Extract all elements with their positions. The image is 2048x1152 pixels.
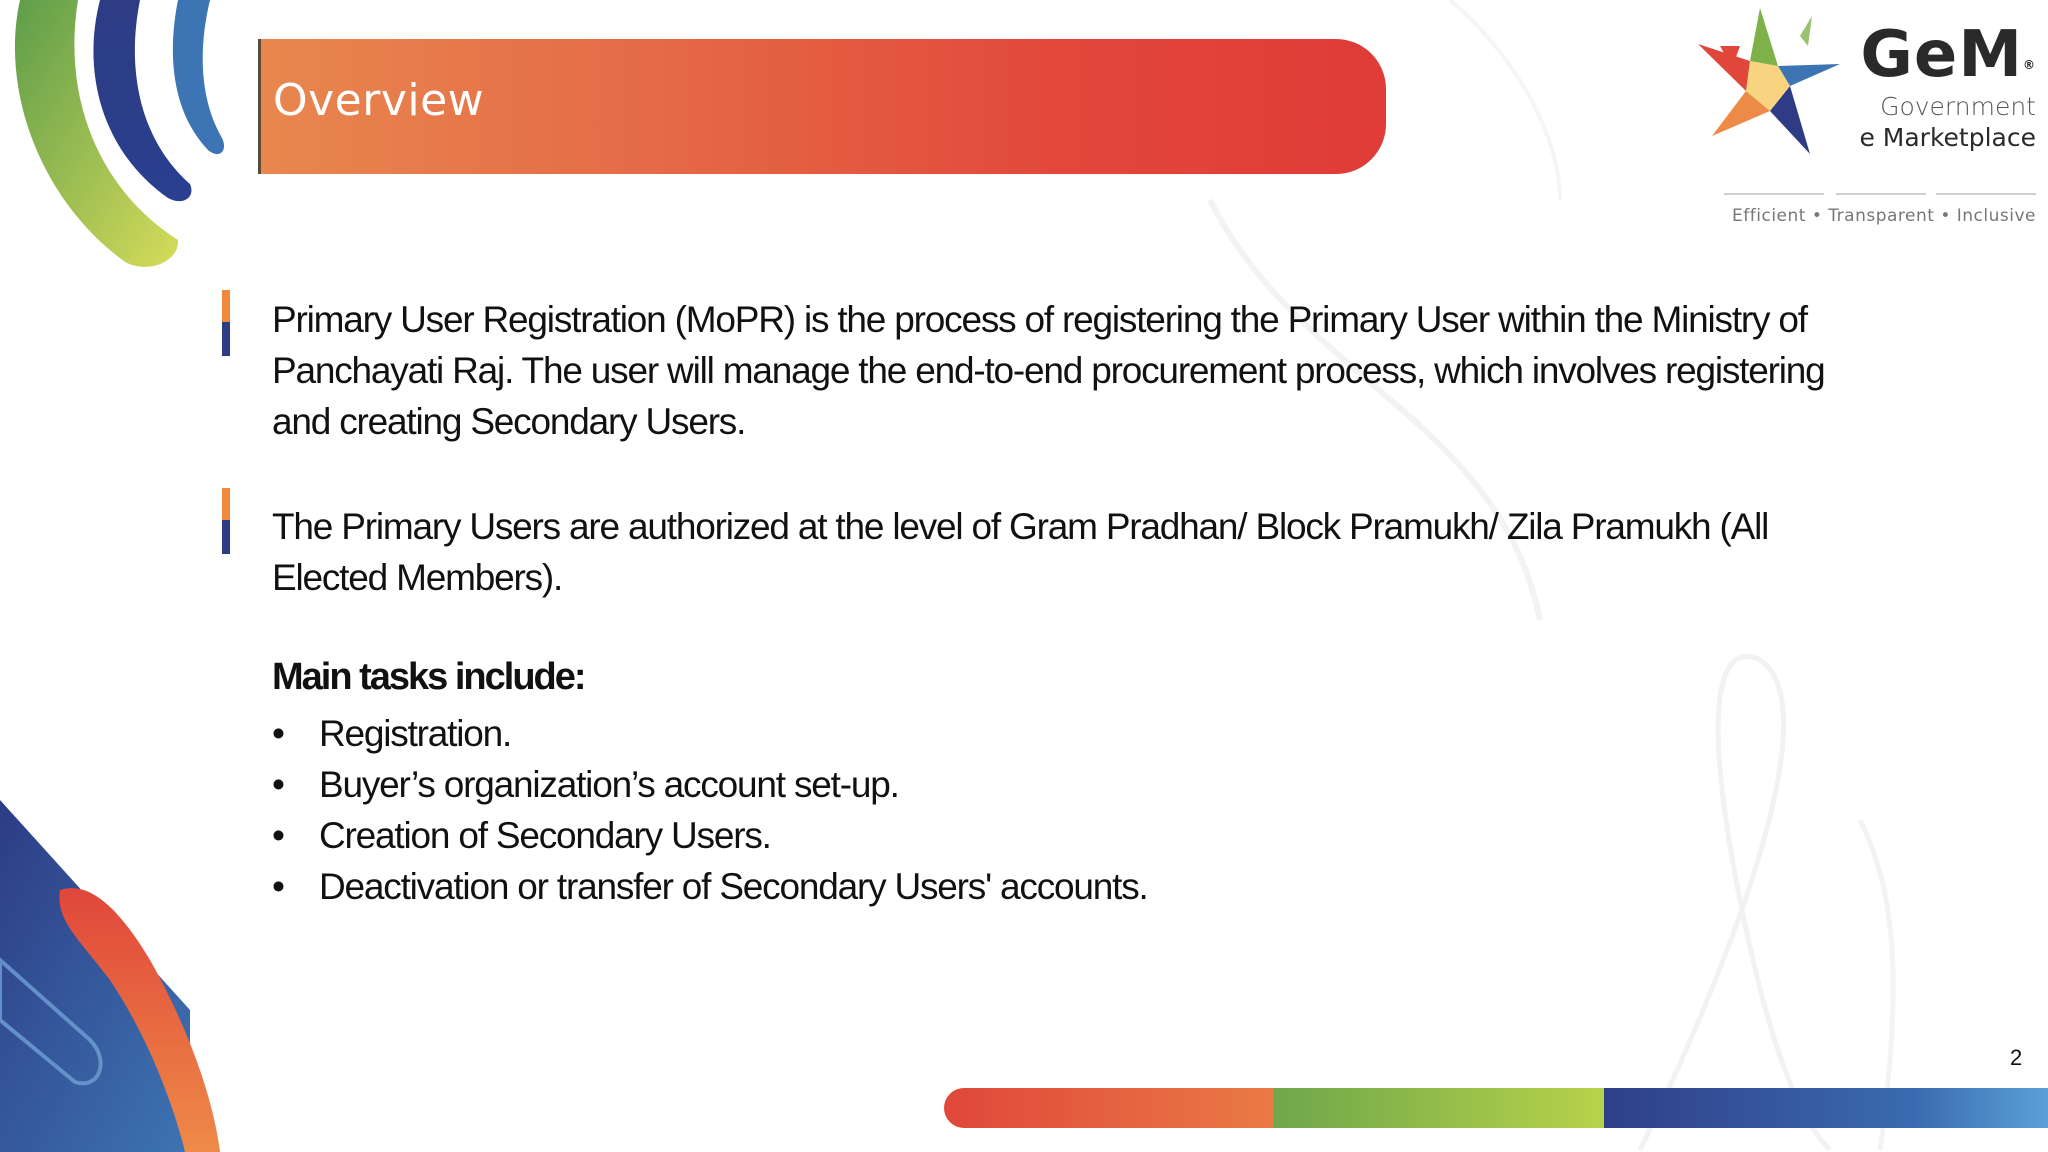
gem-logo (1856, 18, 2036, 154)
paragraph-marker (222, 488, 230, 554)
list-item (272, 861, 1148, 912)
logo-divider (1724, 193, 1824, 195)
slide-title: Overview (273, 75, 485, 126)
logo-line2: e Marketplace (1859, 123, 2036, 152)
tasks-heading: Main tasks include: (272, 656, 585, 698)
logo-tagline: Efficient • Transparent • Inclusive (1732, 206, 2036, 226)
logo-divider (1936, 193, 2036, 195)
registered-mark: ® (2023, 58, 2036, 72)
logo-line1: Government (1880, 92, 2036, 121)
bar-segment-red (944, 1088, 1274, 1128)
logo-divider (1836, 193, 1926, 195)
list-item (272, 759, 1148, 810)
paragraph-primary-user-registration: Primary User Registration (MoPR) is the process of registering the Primary User within the Ministry of Panchayati Raj. The user will manage the end-to-end procurement process, which involves registering and creating Secondary Users. (272, 299, 1825, 442)
task-text: Creation of Secondary Users. (319, 815, 771, 856)
tasks-list (272, 708, 1148, 912)
bottom-color-bar (944, 1088, 2048, 1128)
task-text: Deactivation or transfer of Secondary Users' accounts. (319, 866, 1148, 907)
bullet-icon: • (272, 815, 284, 856)
bar-segment-green (1274, 1088, 1604, 1128)
list-item (272, 810, 1148, 861)
task-text: Buyer’s organization’s account set-up. (319, 764, 899, 805)
bar-segment-blue (1604, 1088, 2048, 1128)
paragraph-primary-users-authorization: The Primary Users are authorized at the level of Gram Pradhan/ Block Pramukh/ Zila Pramukh (All Elected Members). (272, 506, 1769, 598)
task-text: Registration. (319, 713, 512, 754)
bullet-icon: • (272, 764, 284, 805)
logo-name: GeM® (1860, 18, 2036, 92)
page-number: 2 (2010, 1045, 2023, 1070)
bullet-icon: • (272, 866, 284, 907)
paragraph-marker (222, 290, 230, 356)
title-banner (258, 39, 1386, 174)
list-item (272, 708, 1148, 759)
bullet-icon: • (272, 713, 284, 754)
